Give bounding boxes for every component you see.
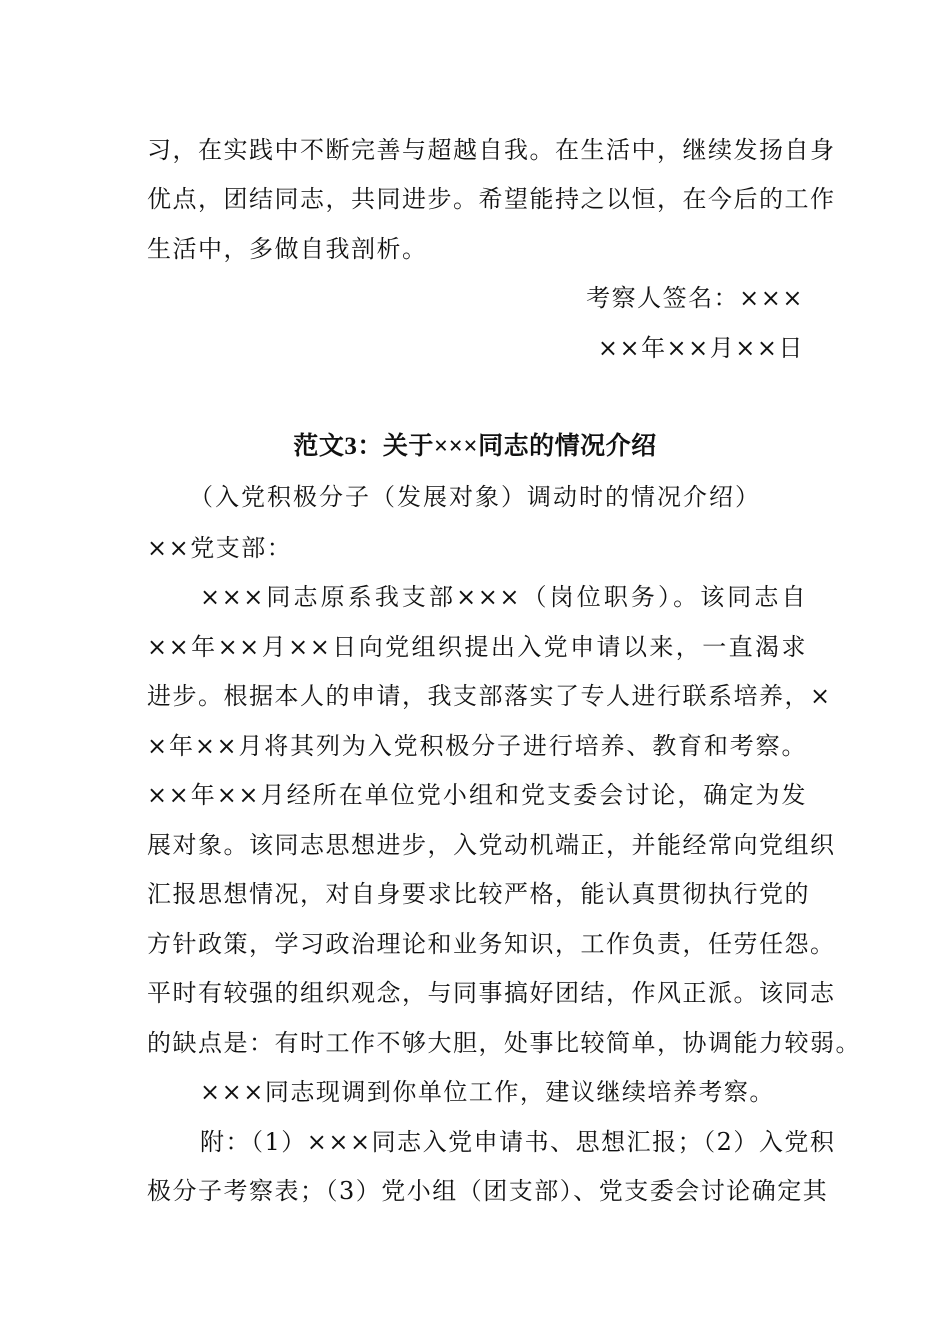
paragraph-line: ××年××月经所在单位党小组和党支委会讨论，确定为发: [147, 781, 807, 809]
paragraph-line: 汇报思想情况，对自身要求比较严格，能认真贯彻执行党的: [147, 880, 810, 908]
section-title: 范文3：关于×××同志的情况介绍: [293, 433, 657, 460]
body-line: 习，在实践中不断完善与超越自我。在生活中，继续发扬自身: [147, 136, 836, 164]
paragraph-line: ×××同志原系我支部×××（岗位职务）。该同志自: [200, 583, 807, 611]
paragraph-line: ××年××月××日向党组织提出入党申请以来，一直渴求: [147, 633, 807, 661]
paragraph-line: 方针政策，学习政治理论和业务知识，工作负责，任劳任怨。: [147, 930, 836, 958]
section-subtitle: （入党积极分子（发展对象）调动时的情况介绍）: [189, 483, 761, 511]
paragraph-line: 平时有较强的组织观念，与同事搞好团结，作风正派。该同志: [147, 979, 836, 1007]
paragraph-line: ×年××月将其列为入党积极分子进行培养、教育和考察。: [147, 732, 807, 760]
signature-line: 考察人签名：×××: [586, 284, 804, 312]
paragraph-line: 进步。根据本人的申请，我支部落实了专人进行联系培养，×: [147, 682, 832, 710]
attachment-line: 极分子考察表；（3）党小组（团支部）、党支委会讨论确定其: [147, 1177, 829, 1205]
paragraph-line: ×××同志现调到你单位工作，建议继续培养考察。: [200, 1078, 775, 1106]
addressee: ××党支部：: [147, 534, 293, 562]
date-line: ××年××月××日: [597, 334, 804, 362]
paragraph-line: 的缺点是：有时工作不够大胆，处事比较简单，协调能力较弱。: [147, 1029, 861, 1057]
paragraph-line: 展对象。该同志思想进步，入党动机端正，并能经常向党组织: [147, 831, 836, 859]
body-line: 优点，团结同志，共同进步。希望能持之以恒，在今后的工作: [147, 185, 836, 213]
body-line: 生活中，多做自我剖析。: [147, 235, 428, 263]
attachment-line: 附：（1）×××同志入党申请书、思想汇报；（2）入党积: [200, 1128, 836, 1156]
